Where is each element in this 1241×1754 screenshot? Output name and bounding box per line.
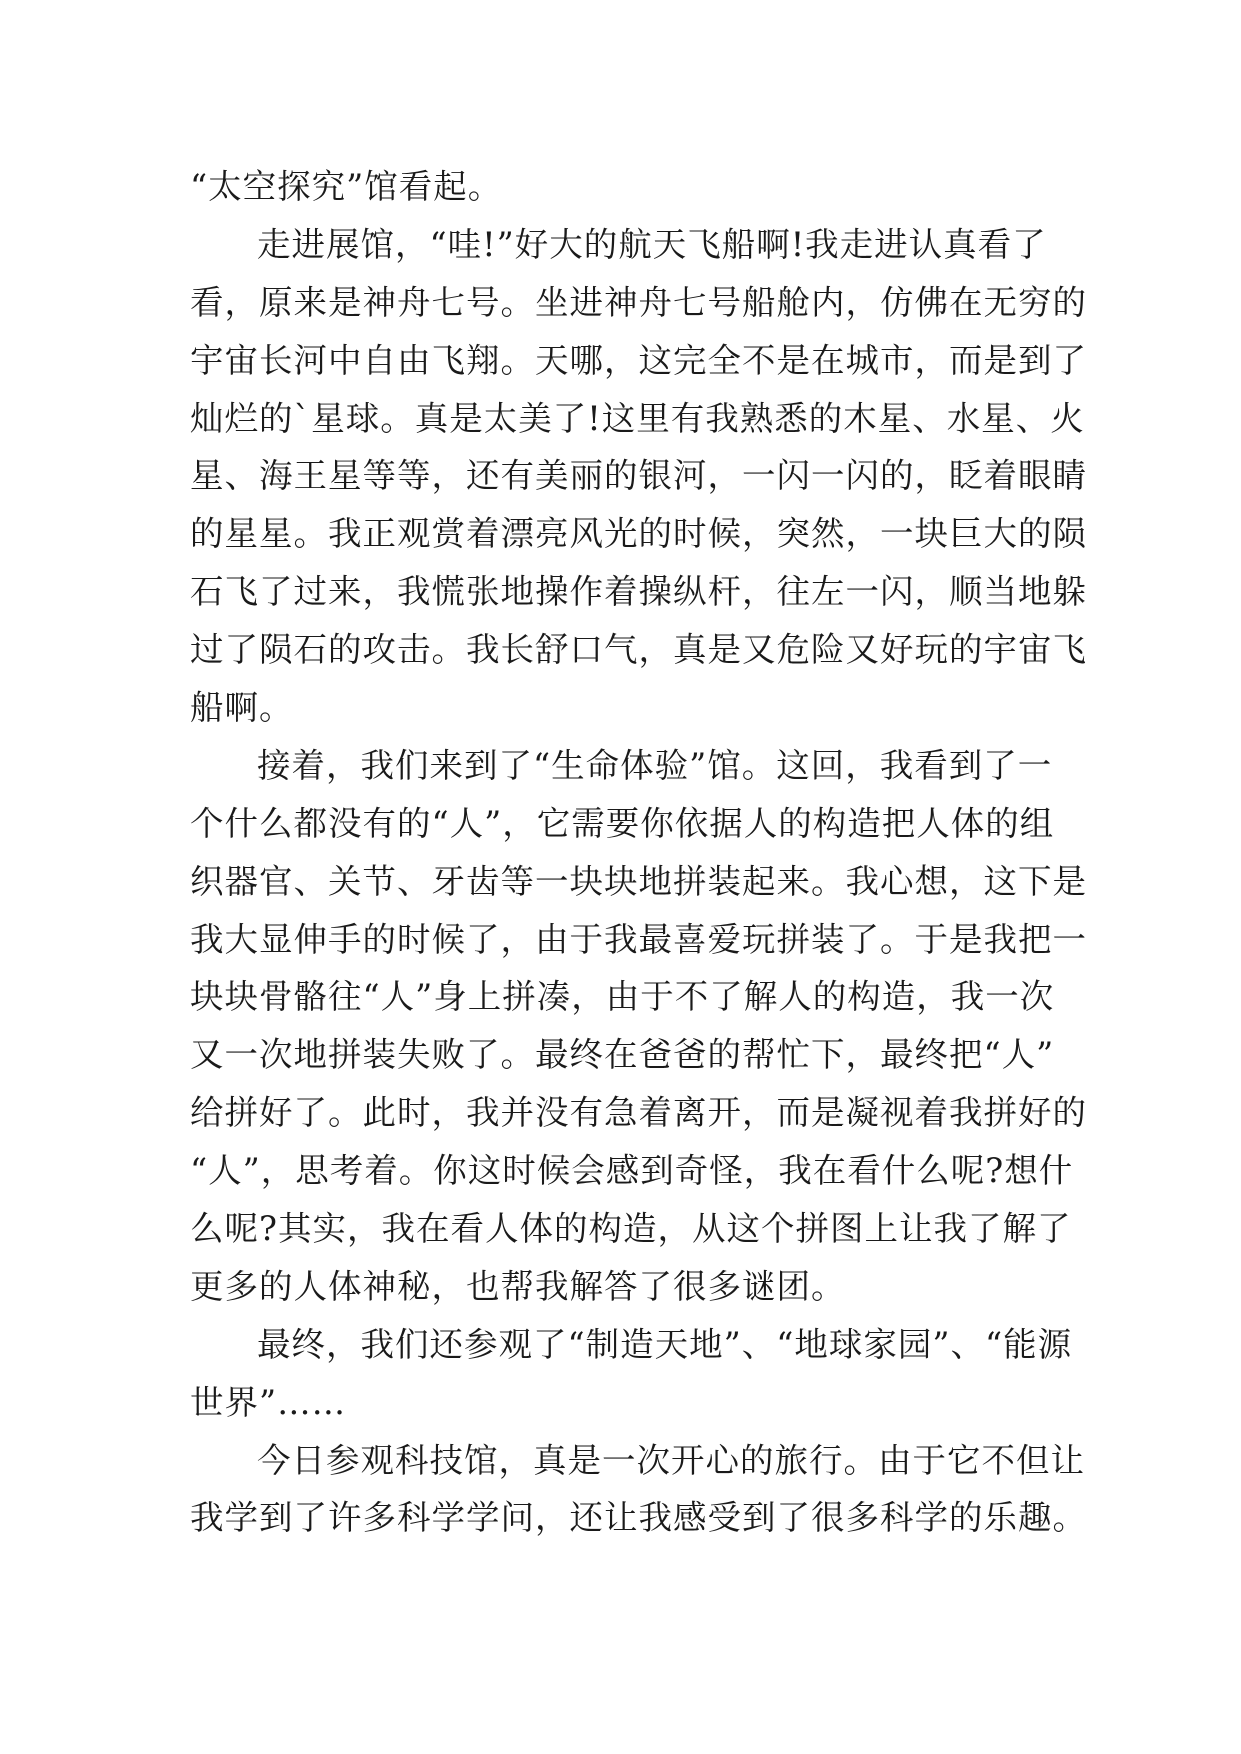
text-line: 宇宙长河中自由飞翔。天哪，这完全不是在城市，而是到了 [190,340,1087,380]
text-line: 船啊。 [190,688,294,728]
text-line: 更多的人体神秘，也帮我解答了很多谜团。 [190,1266,846,1306]
text-line: 个什么都没有的“人”，它需要你依据人的构造把人体的组 [190,803,1055,843]
text-line: 灿烂的`星球。真是太美了!这里有我熟悉的木星、水星、火 [190,398,1085,438]
text-line: 世界”…… [190,1382,347,1422]
text-line: 星、海王星等等，还有美丽的银河，一闪一闪的，眨着眼睛 [190,456,1087,496]
text-line: 看，原来是神舟七号。坐进神舟七号船舱内，仿佛在无穷的 [190,282,1087,322]
text-line: 今日参观科技馆，真是一次开心的旅行。由于它不但让 [257,1440,1085,1480]
text-line: 走进展馆，“哇!”好大的航天飞船啊!我走进认真看了 [257,224,1047,264]
text-line: 么呢?其实，我在看人体的构造，从这个拼图上让我了解了 [190,1209,1072,1249]
text-line: 块块骨骼往“人”身上拼凑，由于不了解人的构造，我一次 [190,977,1055,1017]
text-line: 我大显伸手的时候了，由于我最喜爱玩拼装了。于是我把一 [190,919,1087,959]
text-line: 的星星。我正观赏着漂亮风光的时候，突然，一块巨大的陨 [190,514,1087,554]
text-line: 我学到了许多科学学问，还让我感受到了很多科学的乐趣。 [190,1498,1087,1538]
text-line: 石飞了过来，我慌张地操作着操纵杆，往左一闪，顺当地躲 [190,572,1087,612]
document-body [190,158,1087,1547]
text-line: 织器官、关节、牙齿等一块块地拼装起来。我心想，这下是 [190,861,1087,901]
text-line: 最终，我们还参观了“制造天地”、“地球家园”、“能源 [257,1324,1073,1364]
text-line: 又一次地拼装失败了。最终在爸爸的帮忙下，最终把“人” [190,1035,1055,1075]
text-line: 接着，我们来到了“生命体验”馆。这回，我看到了一 [257,745,1053,785]
text-line: 给拼好了。此时，我并没有急着离开，而是凝视着我拼好的 [190,1093,1087,1133]
text-line: “太空探究”馆看起。 [190,167,503,206]
text-line: “人”，思考着。你这时候会感到奇怪，我在看什么呢?想什 [190,1151,1074,1191]
text-line: 过了陨石的攻击。我长舒口气，真是又危险又好玩的宇宙飞 [190,630,1087,670]
